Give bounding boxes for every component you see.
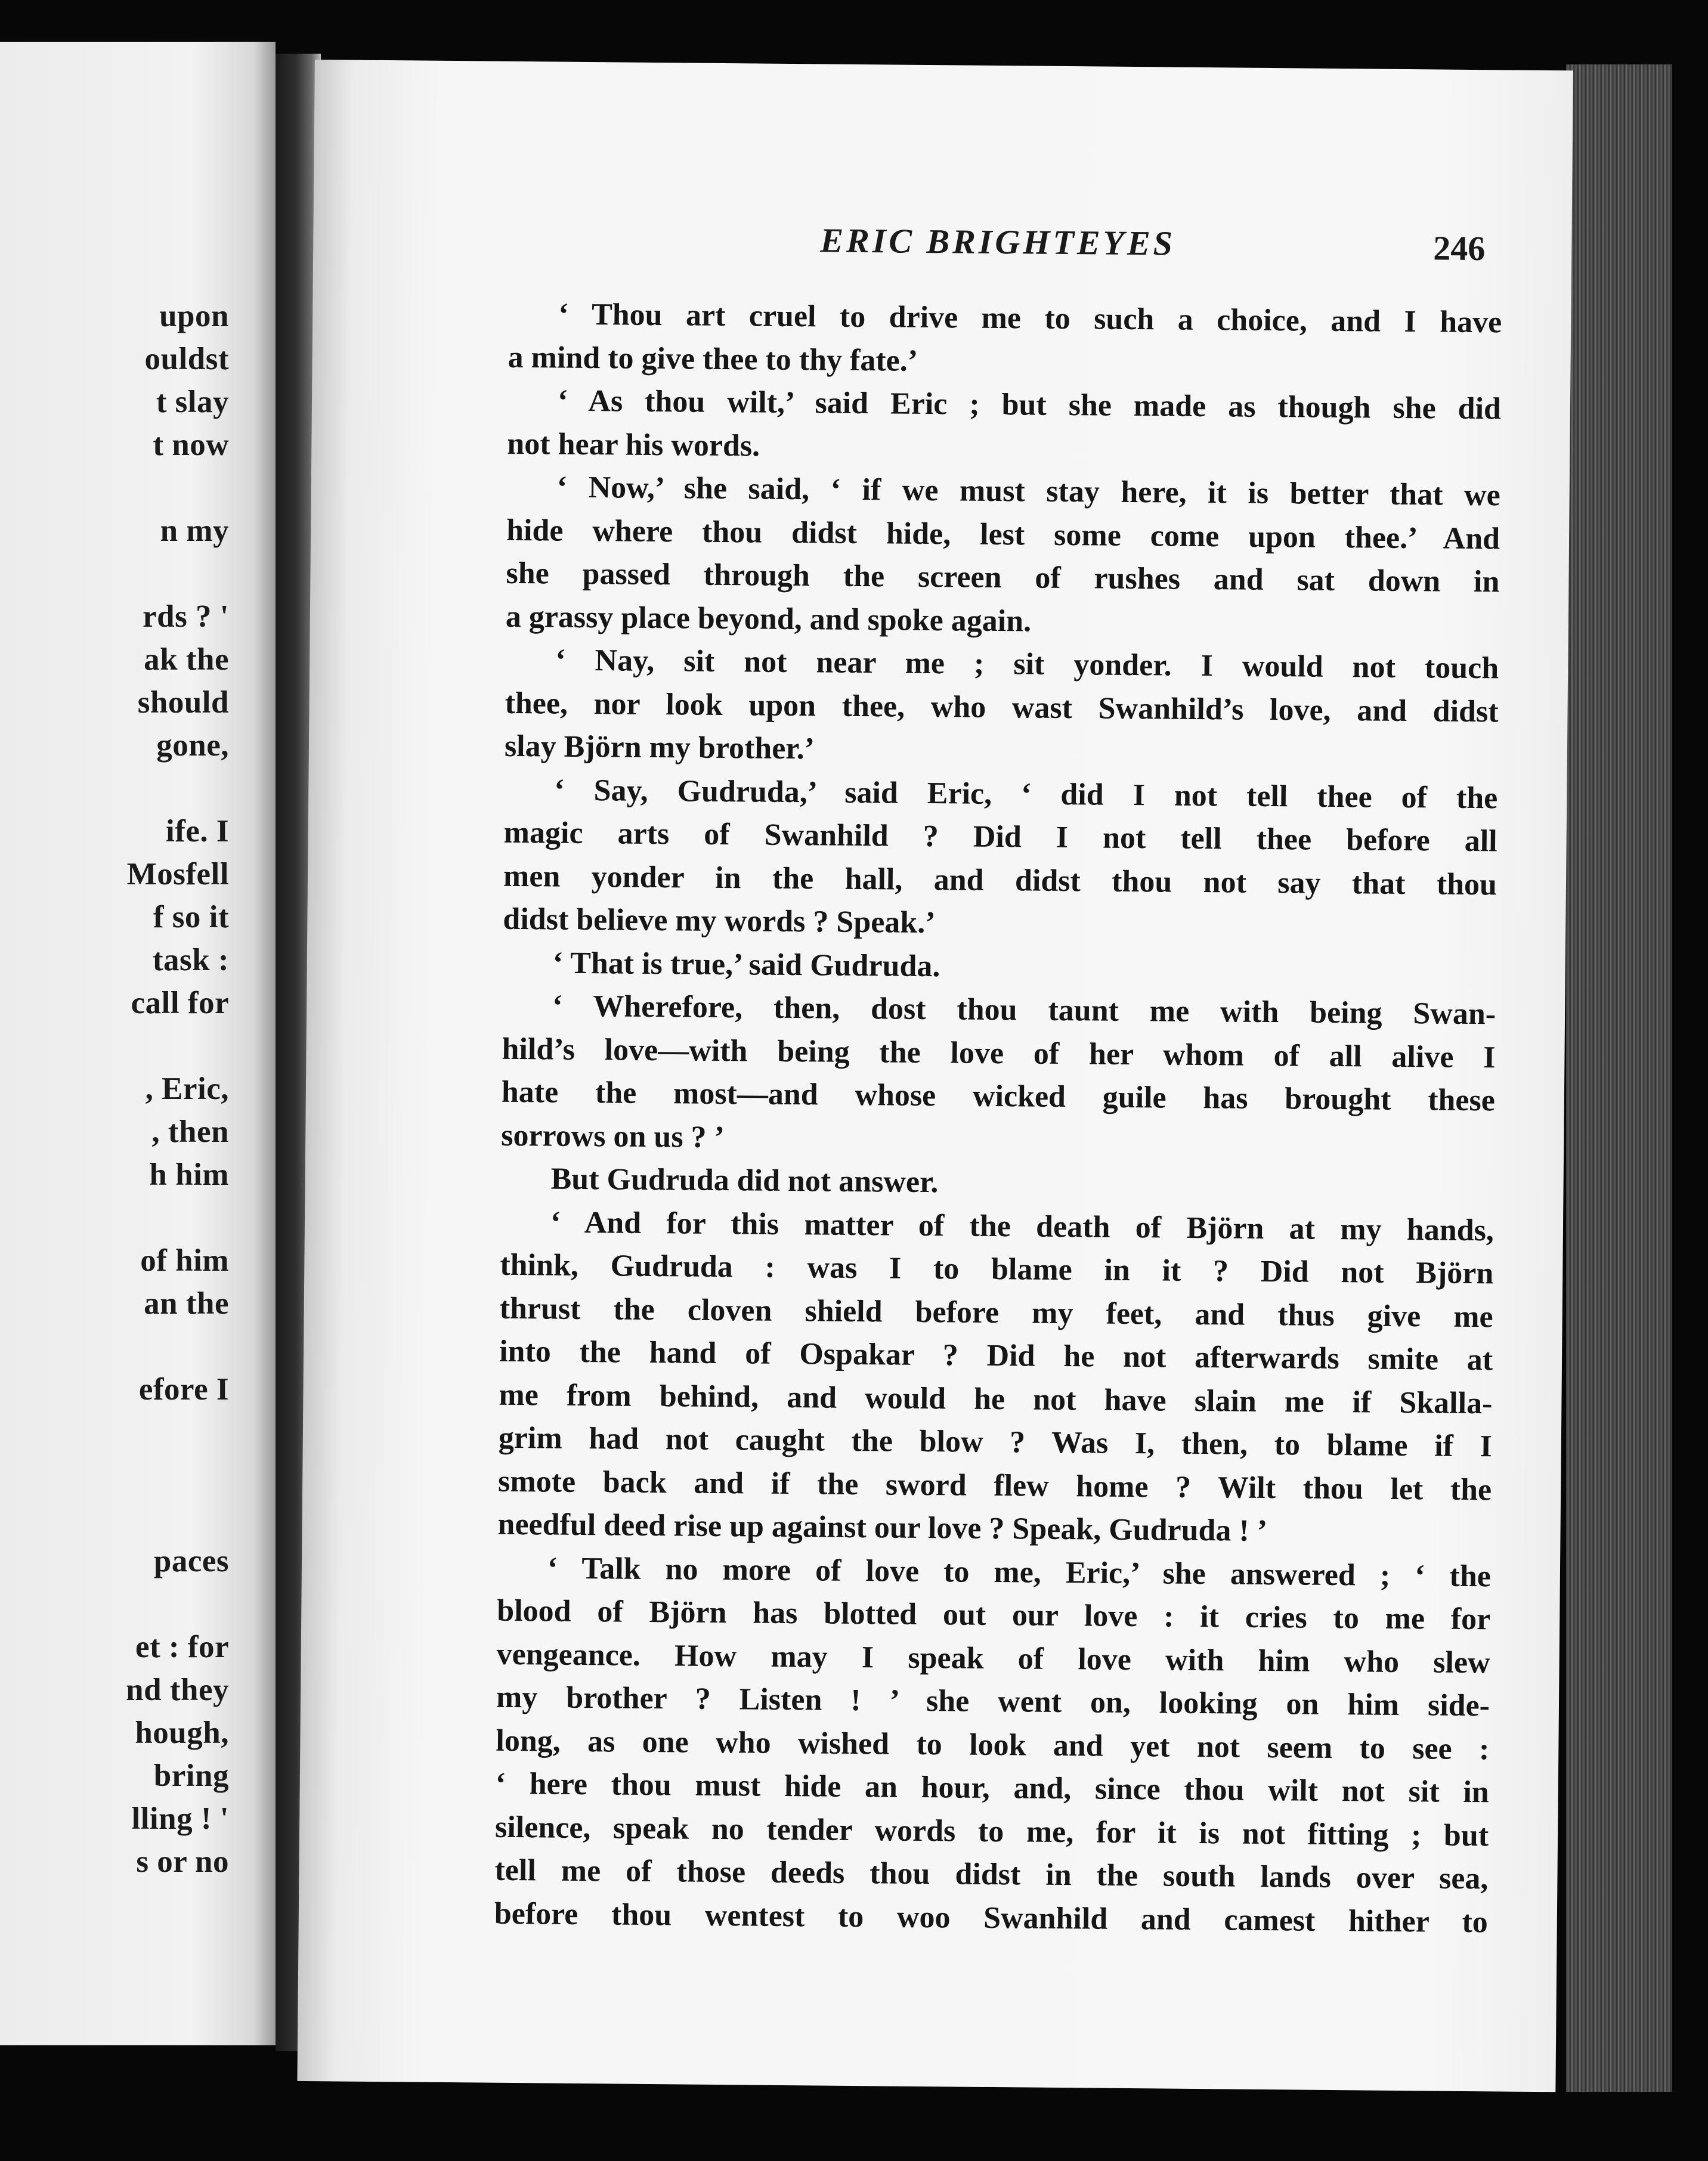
text-line: ‘ Talk no more of love to me, Eric,’ she answered ; ‘ the	[547, 1551, 1492, 1593]
previous-page-line: rds ? '	[143, 599, 229, 634]
previous-page-line: paces	[153, 1544, 229, 1578]
page-body	[494, 293, 1502, 1944]
text-line: ‘ Say, Gudruda,’ said Eric, ‘ did I not tell thee of the	[554, 773, 1498, 815]
previous-page-line: hough,	[135, 1716, 229, 1750]
text-line: not hear his words.	[507, 426, 760, 463]
text-line: hide where thou didst hide, lest some come upon thee.’ And	[506, 513, 1500, 556]
previous-page-line: s or no	[136, 1844, 229, 1879]
text-line: ‘ As thou wilt,’ said Eric ; but she made as though she did	[557, 383, 1502, 426]
text-line: hate the most—and whose wicked guile has brought these	[501, 1075, 1496, 1118]
previous-page-line: bring	[153, 1758, 229, 1793]
previous-page-line: Mosfell	[126, 857, 229, 891]
text-line: my brother ? Listen ! ’ she went on, looking on him side-	[496, 1680, 1490, 1723]
previous-page-line: ak the	[144, 642, 229, 677]
previous-page-line: , then	[151, 1114, 229, 1149]
previous-page-line: ouldst	[144, 342, 229, 376]
page-number: 246	[1433, 228, 1486, 268]
text-line: ‘ And for this matter of the death of Björn at my hands,	[550, 1205, 1494, 1247]
previous-page-line: efore I	[138, 1372, 229, 1407]
text-line: thee, nor look upon thee, who wast Swanhild’s love, and didst	[505, 686, 1499, 729]
current-page	[297, 60, 1573, 2092]
page-edges	[1566, 64, 1672, 2092]
previous-page	[0, 42, 276, 2045]
text-line: me from behind, and would he not have slain me if Skalla-	[499, 1377, 1493, 1420]
previous-page-line: t now	[153, 428, 229, 462]
previous-page-line: an the	[144, 1286, 229, 1321]
text-line: blood of Björn has blotted out our love : it cries to me for	[497, 1593, 1491, 1637]
previous-page-line: h him	[149, 1157, 229, 1192]
previous-page-line: t slay	[156, 385, 229, 419]
text-line: she passed through the screen of rushes and sat down in	[506, 556, 1500, 599]
text-line: didst believe my words ? Speak.’	[503, 902, 936, 940]
text-line: a mind to give thee to thy fate.’	[508, 340, 918, 378]
previous-page-line: n my	[160, 513, 229, 548]
text-line: ‘ here thou must hide an hour, and, since thou wilt not sit in	[495, 1766, 1489, 1810]
text-line: hild’s love—with being the love of her whom of all alive I	[502, 1032, 1496, 1075]
previous-page-line: nd they	[126, 1673, 229, 1707]
text-line: ‘ Thou art cruel to drive me to such a choice, and I have	[558, 297, 1502, 340]
text-line: vengeance. How may I speak of love with him who slew	[496, 1637, 1490, 1680]
text-line: smote back and if the sword flew home ? Wilt thou let the	[497, 1464, 1492, 1507]
running-title: ERIC BRIGHTEYES	[820, 221, 1176, 263]
text-line: men yonder in the hall, and didst thou not say that thou	[503, 859, 1497, 902]
previous-page-line: call for	[131, 986, 229, 1020]
previous-page-line: task :	[152, 943, 229, 977]
text-line: ‘ That is true,’ said Gudruda.	[552, 946, 940, 983]
text-line: magic arts of Swanhild ? Did I not tell thee before all	[503, 815, 1497, 859]
previous-page-line: gone,	[156, 728, 229, 763]
text-line: long, as one who wished to look and yet not seem to see :	[496, 1723, 1490, 1766]
page-header	[313, 216, 1572, 280]
text-line: sorrows on us ? ’	[501, 1118, 725, 1154]
text-line: tell me of those deeds thou didst in the south lands over sea,	[494, 1853, 1489, 1896]
text-line: a grassy place beyond, and spoke again.	[505, 599, 1032, 639]
previous-page-line: lling ! '	[131, 1801, 229, 1836]
text-line: grim had not caught the blow ? Was I, then, to blame if I	[498, 1420, 1493, 1464]
previous-page-line: upon	[159, 299, 229, 333]
previous-page-line: of him	[140, 1243, 229, 1278]
text-line: ‘ Nay, sit not near me ; sit yonder. I would not touch	[555, 643, 1499, 686]
text-line: ‘ Now,’ she said, ‘ if we must stay here, it is better that we	[556, 470, 1500, 513]
text-line: slay Björn my brother.’	[504, 729, 815, 766]
text-line: needful deed rise up against our love ? Speak, Gudruda ! ’	[497, 1507, 1268, 1549]
text-line: think, Gudruda : was I to blame in it ? Did not Björn	[500, 1247, 1494, 1291]
previous-page-line: f so it	[153, 900, 229, 934]
text-line: But Gudruda did not answer.	[550, 1162, 939, 1200]
text-line: silence, speak no tender words to me, for it is not fitting ; but	[494, 1810, 1489, 1853]
text-line: into the hand of Ospakar ? Did he not afterwards smite at	[499, 1334, 1493, 1377]
text-line: thrust the cloven shield before my feet, and thus give me	[499, 1291, 1493, 1334]
text-line: ‘ Wherefore, then, dost thou taunt me with being Swan-	[552, 989, 1496, 1032]
previous-page-line: , Eric,	[145, 1072, 229, 1106]
previous-page-line: ife. I	[165, 814, 229, 849]
previous-page-line: et : for	[135, 1630, 229, 1664]
previous-page-line: should	[137, 685, 229, 720]
text-line: before thou wentest to woo Swanhild and camest hither to	[494, 1896, 1489, 1939]
